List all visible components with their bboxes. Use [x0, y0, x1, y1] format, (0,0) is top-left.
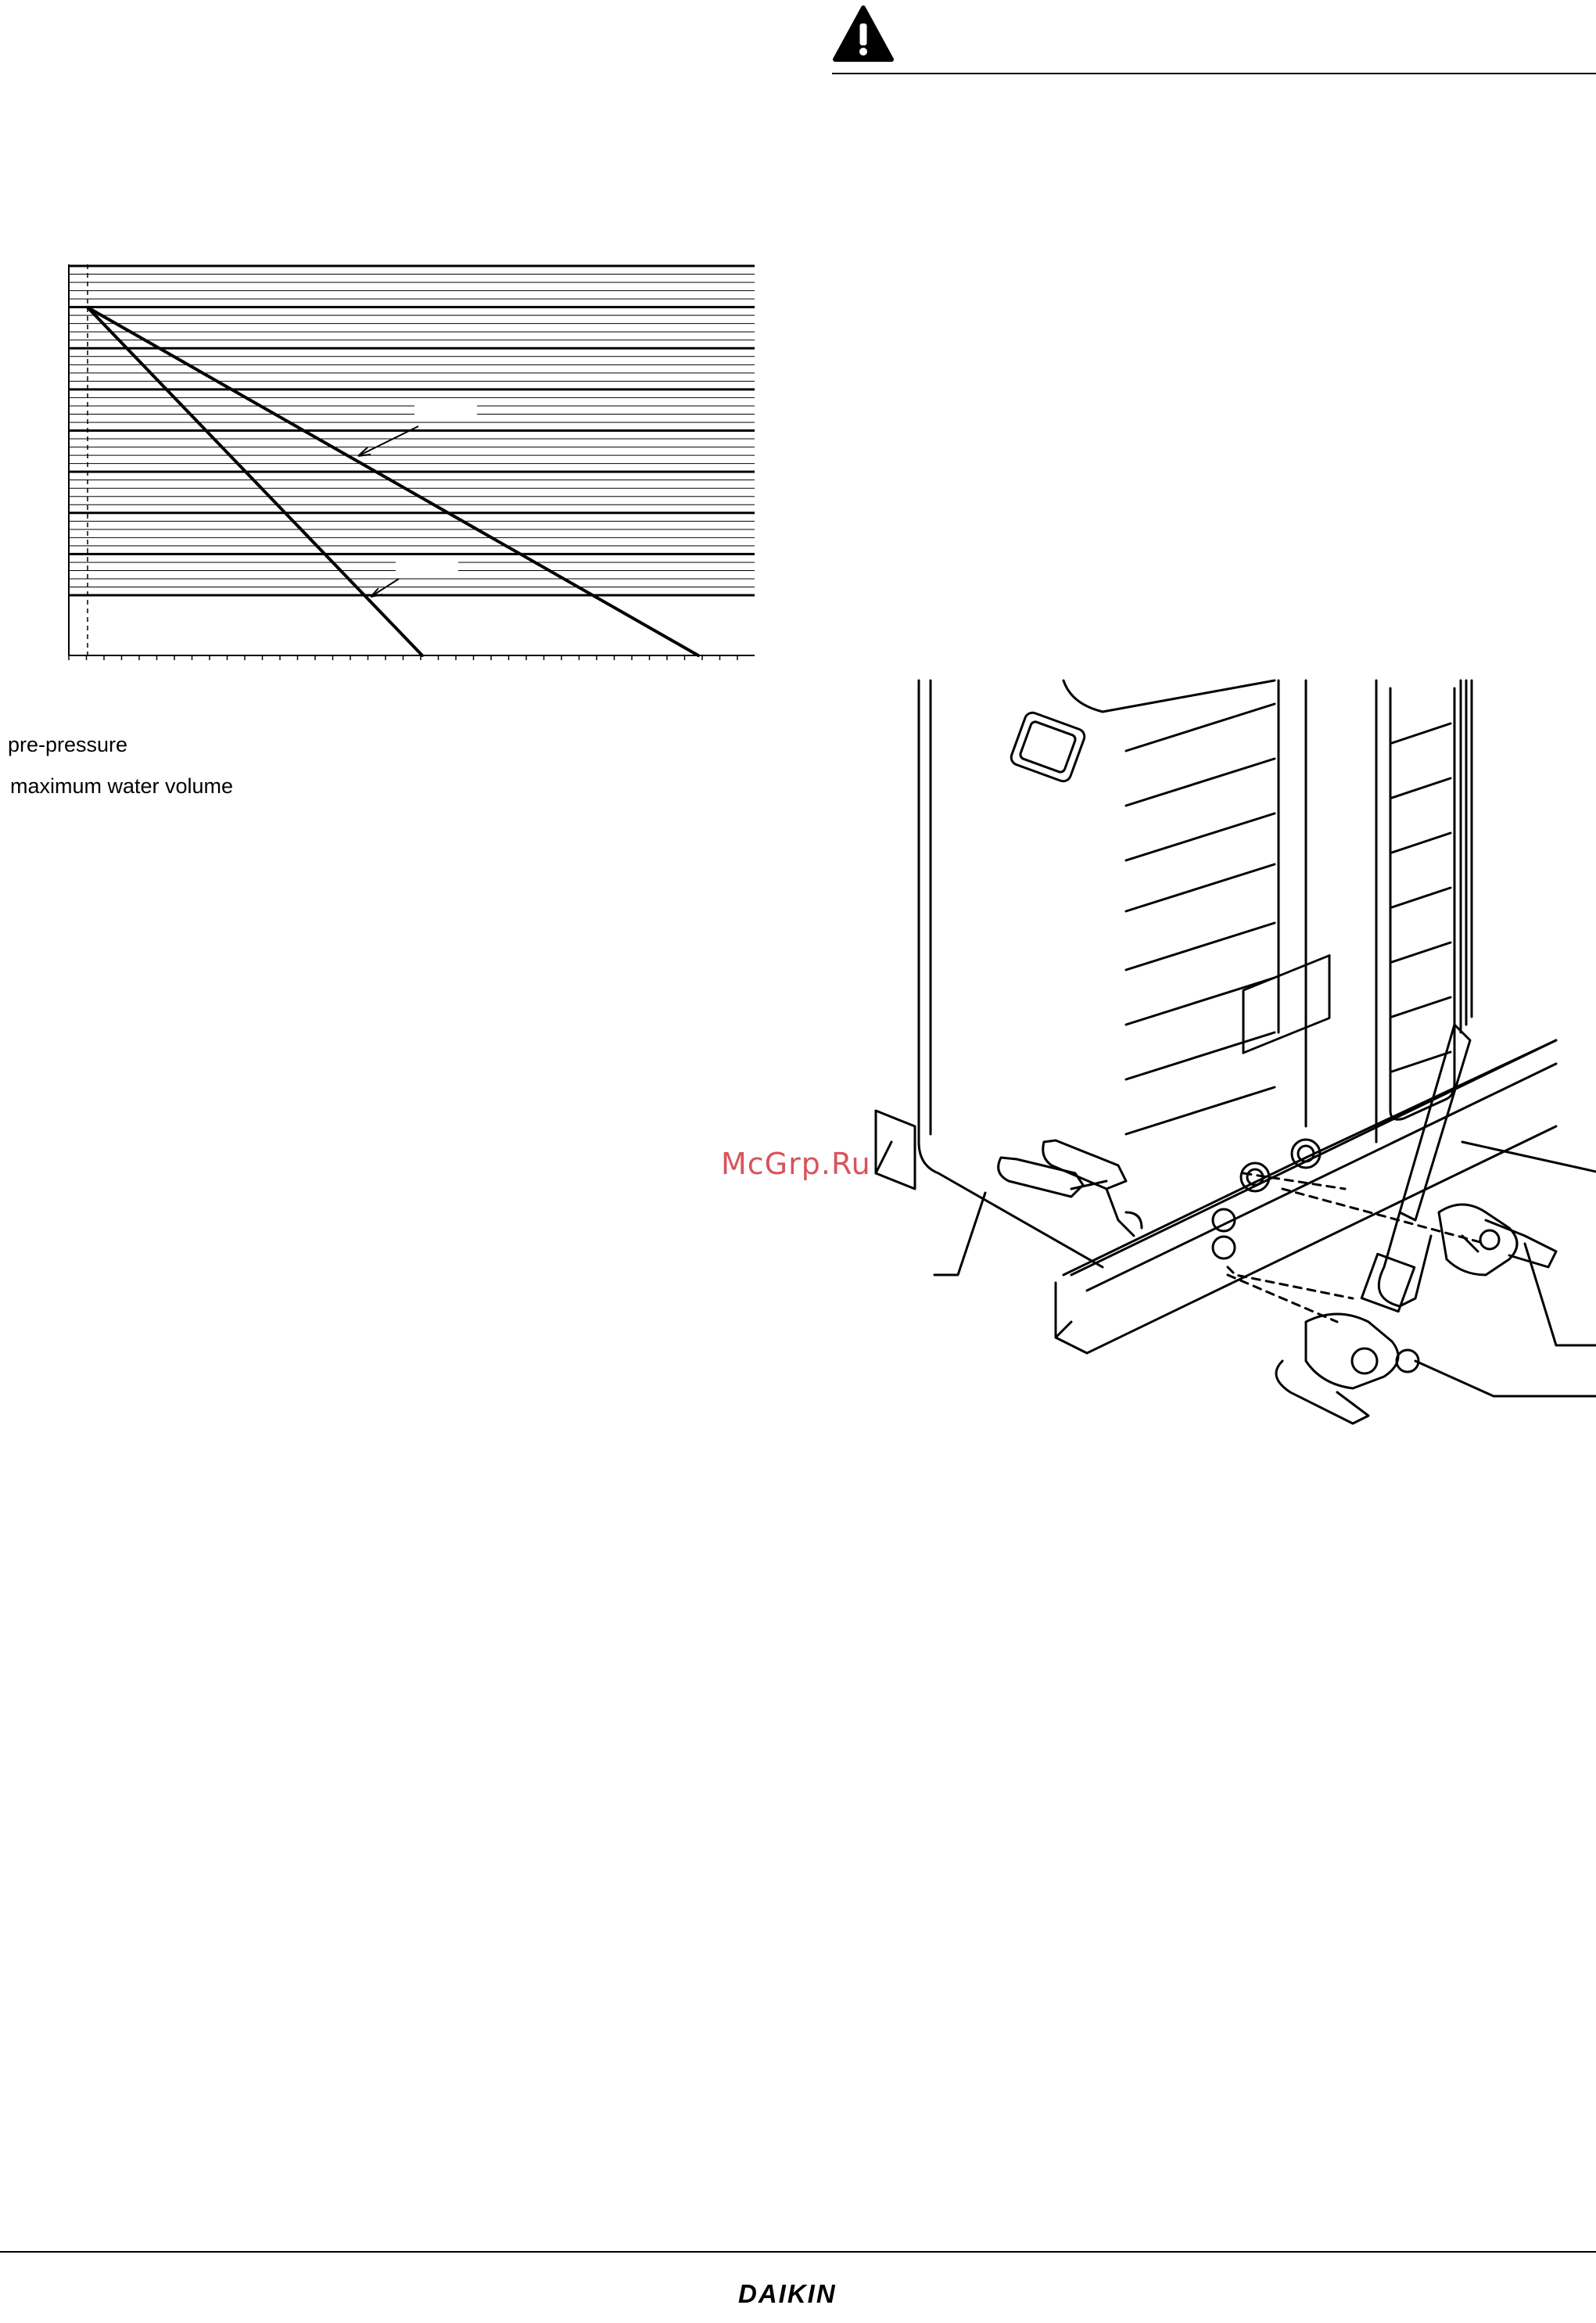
expansion-vessel-chart: [0, 0, 1596, 704]
legend-pre-pressure: pre-pressure: [8, 733, 128, 756]
outdoor-unit-illustration: [868, 673, 1572, 1439]
footer-rule: [0, 2251, 1596, 2253]
watermark: McGrp.Ru: [721, 1147, 871, 1181]
legend-maximum-water-volume: maximum water volume: [10, 774, 234, 798]
label-gap: [396, 557, 458, 576]
daikin-logo: DAIKIN: [738, 2279, 837, 2308]
label-gap: [414, 399, 477, 418]
series-line: [88, 307, 422, 655]
series-line: [88, 307, 698, 655]
arrowhead: [358, 447, 371, 456]
callout-arrow: [371, 579, 399, 597]
